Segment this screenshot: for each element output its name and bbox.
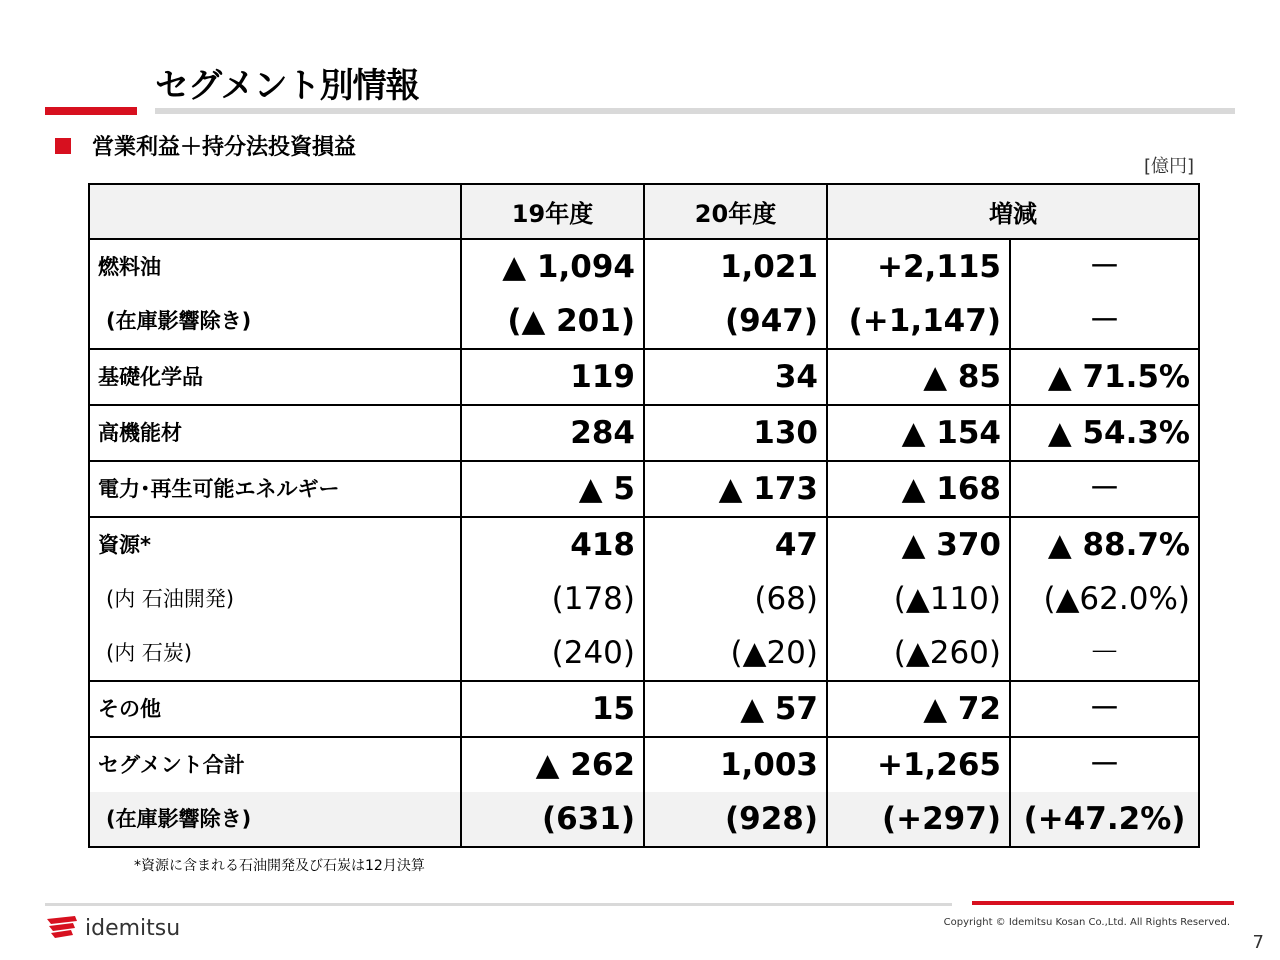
cell-fy20-sub: (68): [754, 581, 818, 617]
unit-label: [億円]: [1143, 156, 1194, 177]
cell-fy20: 34: [774, 359, 818, 395]
cell-change-pct-sub: (+47.2%): [1011, 792, 1198, 846]
cell-fy20: ▲ 173: [718, 471, 818, 507]
cell-change-pct-sub: －: [1089, 303, 1120, 339]
cell-change-pct: －: [1089, 691, 1120, 727]
cell-fy20: 1,003: [719, 747, 818, 783]
cell-fy19: ▲ 262: [535, 747, 635, 783]
section-subtitle: 営業利益＋持分法投資損益: [92, 135, 357, 160]
cell-change: +2,115: [876, 249, 1001, 285]
cell-change: ▲ 370: [901, 527, 1001, 563]
cell-fy19: 119: [570, 359, 635, 395]
title-rule: [155, 108, 1235, 114]
cell-change: ▲ 72: [923, 691, 1001, 727]
cell-fy20-sub: (▲20): [730, 635, 818, 671]
cell-change-pct: －: [1089, 471, 1120, 507]
cell-change-pct-sub: －: [1089, 635, 1120, 671]
cell-change: ▲ 85: [923, 359, 1001, 395]
cell-change-pct: ▲ 71.5%: [1047, 359, 1190, 395]
table-row: [89, 349, 1199, 405]
cell-fy19: 418: [570, 527, 635, 563]
table-row: [89, 461, 1199, 517]
cell-change-sub: (▲260): [893, 635, 1001, 671]
cell-fy20: 1,021: [719, 249, 818, 285]
header-fy19: 19年度: [461, 184, 644, 239]
cell-fy19-sub: (631): [462, 792, 643, 846]
page-number: 7: [1252, 932, 1264, 953]
cell-change: ▲ 168: [901, 471, 1001, 507]
segment-table: [88, 183, 1200, 848]
header-blank: [89, 184, 461, 239]
table-row: [89, 517, 1199, 681]
cell-fy20: 47: [774, 527, 818, 563]
cell-change-sub: (+297): [828, 792, 1009, 846]
cell-fy20-sub: (928): [645, 792, 826, 846]
row-sublabel: (在庫影響除き): [90, 792, 460, 846]
cell-fy19: ▲ 1,094: [502, 249, 635, 285]
cell-change-pct: －: [1089, 747, 1120, 783]
cell-change: +1,265: [876, 747, 1001, 783]
table-header-row: [89, 184, 1199, 239]
footer-accent-bar: [972, 901, 1234, 905]
cell-fy19-sub: (▲ 201): [507, 303, 635, 339]
cell-change-sub: (▲110): [893, 581, 1001, 617]
title-accent-bar: [45, 107, 137, 115]
row-sublabel: (在庫影響除き): [106, 309, 252, 333]
header-change: 増減: [827, 184, 1199, 239]
logo-text: idemitsu: [85, 915, 181, 941]
cell-change-sub: (+1,147): [848, 303, 1001, 339]
table-row: [89, 239, 1199, 349]
cell-fy19: 284: [570, 415, 635, 451]
company-logo: [45, 915, 180, 941]
copyright: Copyright © Idemitsu Kosan Co.,Ltd. All Rights Reserved.: [943, 917, 1230, 928]
idemitsu-logo-icon: [45, 915, 79, 941]
table-row-total: [89, 737, 1199, 847]
cell-fy20: ▲ 57: [740, 691, 818, 727]
row-label: 燃料油: [98, 255, 161, 279]
row-label: 基礎化学品: [98, 365, 203, 389]
row-label: 高機能材: [98, 421, 182, 445]
cell-change-pct-sub: (▲62.0%): [1043, 581, 1190, 617]
cell-fy19: ▲ 5: [578, 471, 635, 507]
row-label: 資源*: [98, 533, 151, 557]
row-label: その他: [98, 697, 161, 721]
footnote: *資源に含まれる石油開発及び石炭は12月決算: [134, 858, 425, 874]
cell-fy19: 15: [591, 691, 635, 727]
cell-fy19-sub: (178): [551, 581, 635, 617]
bullet-square-icon: [55, 138, 71, 154]
table-row: [89, 405, 1199, 461]
cell-change-pct: ▲ 54.3%: [1047, 415, 1190, 451]
row-label: セグメント合計: [98, 753, 245, 777]
footer-rule: [45, 903, 952, 906]
page-title: セグメント別情報: [155, 66, 419, 106]
row-label: 電力･再生可能エネルギー: [98, 477, 340, 501]
cell-fy20: 130: [753, 415, 818, 451]
cell-change-pct: ▲ 88.7%: [1047, 527, 1190, 563]
row-sublabel: (内 石油開発): [106, 587, 235, 611]
cell-change-pct: －: [1089, 249, 1120, 285]
cell-fy19-sub: (240): [551, 635, 635, 671]
table-row: [89, 681, 1199, 737]
cell-fy20-sub: (947): [724, 303, 818, 339]
header-fy20: 20年度: [644, 184, 827, 239]
row-sublabel: (内 石炭): [106, 641, 193, 665]
cell-change: ▲ 154: [901, 415, 1001, 451]
